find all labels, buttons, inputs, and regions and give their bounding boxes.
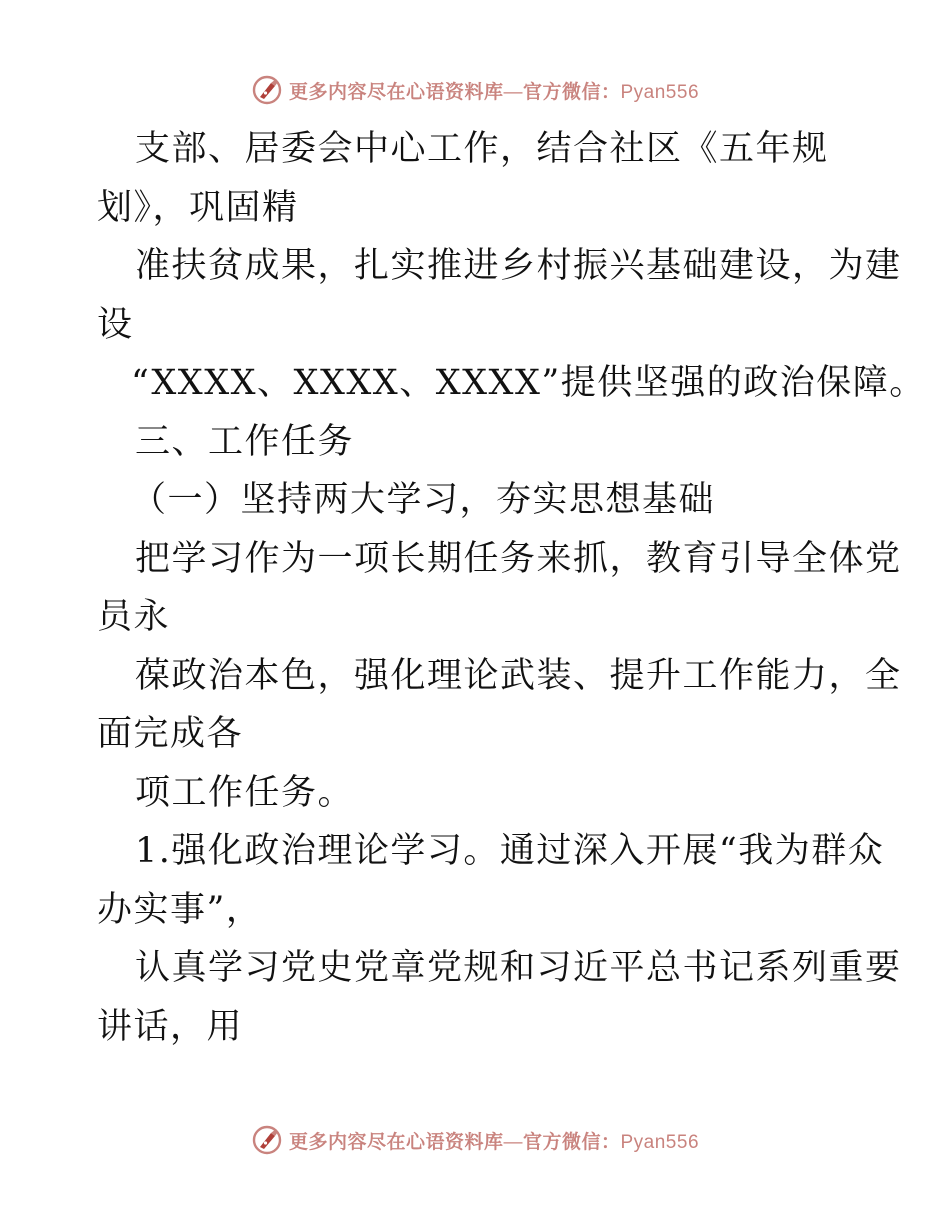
watermark-main: 更多内容尽在心语资料库	[288, 80, 504, 103]
header-watermark	[0, 70, 950, 110]
watermark-wechat: Pyan556	[620, 1131, 700, 1153]
watermark-label: 官方微信：	[522, 80, 621, 103]
section-heading: 三、工作任务	[135, 421, 355, 462]
body-line: 1.强化政治理论学习。通过深入开展“我为群众	[135, 831, 885, 871]
body-line: 准扶贫成果，扎实推进乡村振兴基础建设，为建	[135, 246, 902, 286]
watermark-dash: —	[503, 81, 523, 103]
subsection-heading: （一）坚持两大学习，夯实思想基础	[131, 480, 716, 520]
body-line: 办实事”，	[97, 889, 263, 930]
pen-nib-logo-icon	[251, 74, 283, 106]
watermark-brand	[251, 74, 699, 106]
body-line: 项工作任务。	[135, 772, 355, 813]
body-line: “XXXX、XXXX、XXXX”提供坚强的政治保障。	[131, 363, 926, 403]
watermark-wechat: Pyan556	[620, 81, 700, 103]
body-line: 讲话，用	[97, 1006, 244, 1047]
body-line: 划》，巩固精	[97, 187, 299, 228]
pen-nib-logo-icon	[251, 1124, 283, 1156]
watermark-text	[289, 1127, 699, 1154]
watermark-label: 官方微信：	[522, 1130, 621, 1153]
watermark-main: 更多内容尽在心语资料库	[288, 1130, 504, 1153]
body-line: 设	[97, 304, 134, 345]
body-line: 葆政治本色，强化理论武装、提升工作能力，全	[135, 655, 902, 696]
watermark-brand	[251, 1124, 699, 1156]
body-line: 员永	[97, 597, 171, 637]
footer-watermark	[0, 1120, 950, 1160]
body-line: 面完成各	[97, 714, 244, 754]
watermark-text	[289, 77, 699, 104]
document-body	[97, 120, 926, 1056]
body-line: 把学习作为一项长期任务来抓，教育引导全体党	[135, 538, 902, 579]
body-line: 认真学习党史党章党规和习近平总书记系列重要	[135, 948, 902, 988]
watermark-dash: —	[503, 1131, 523, 1153]
body-line: 支部、居委会中心工作，结合社区《五年规	[135, 129, 829, 169]
